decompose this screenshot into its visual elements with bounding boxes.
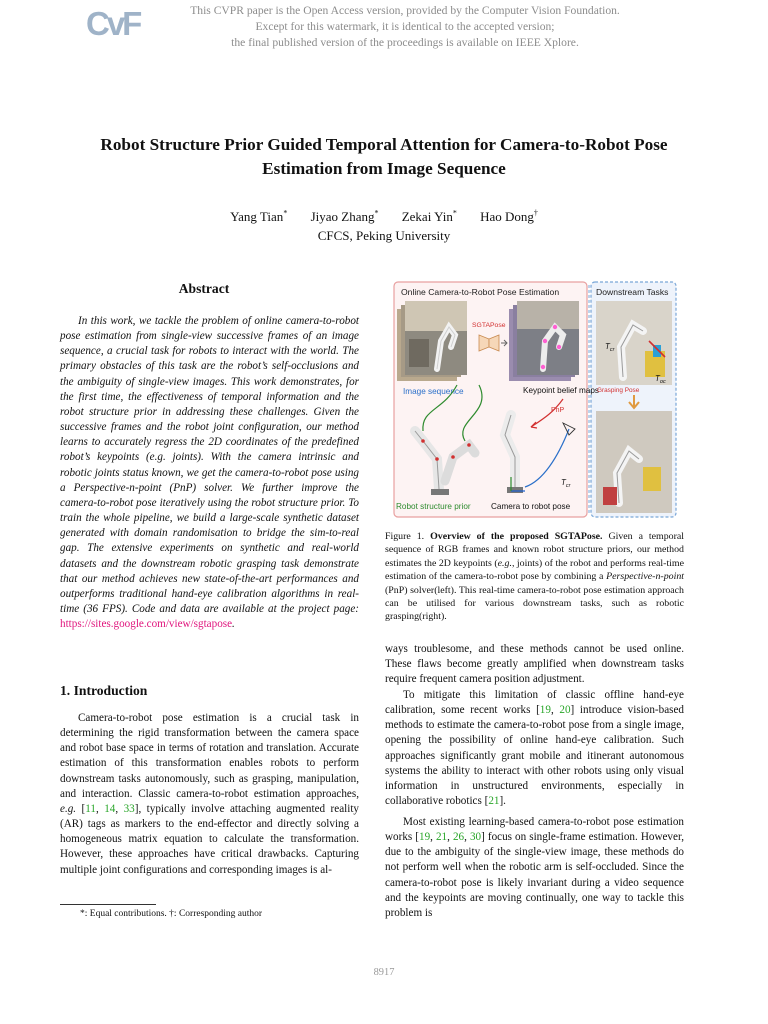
robot-prior-label: Robot structure prior xyxy=(396,502,471,511)
section-heading-introduction: 1. Introduction xyxy=(60,683,148,698)
abstract-body: In this work, we tackle the problem of online camera-to-robot pose estimation from single-view successive frames of an image sequence, a crucial task for robots to interact with the world. The primary obstacles of this task are the robot’s self-occlusions and the ambiguity of single-view images. This work demonstrates, for the first time, the effectiveness of temporal information and the robot structure prior in addressing these challenges. Given the successive frames and the robot joint configuration, our method learns to accurately regress the 2D coordinates of the predefined robot’s keypoints (e.g. joints). With the camera intrinsic and robotic joints status known, we get the camera-to-robot pose using a Perspective-n-point (PnP) solver. We further improve the camera-to-robot pose iteratively using the robot structure prior. To train the whole pipeline, we build a large-scale synthetic dataset generated with domain randomisation to bridge the sim-to-real gap. The extensive experiments on synthetic and real-world datasets and the downstream robotic grasping task demonstrate that our method achieves new state-of-the-art performances and outperforms traditional hand-eye calibration algorithms in real-time (36 FPS). Code and data are available at the project page: https://sites.google.com/view/sgtapose. xyxy=(60,315,359,631)
cvf-logo xyxy=(86,6,142,40)
watermark-line-3: the final published version of the proceedings is available on IEEE Xplore. xyxy=(231,36,579,49)
author: Jiyao Zhang* xyxy=(310,209,379,225)
right-paragraph-1: ways troublesome, and these methods cannot be used online. These flaws become greatly amplified when downstream tasks require frequent camera position adjustment. xyxy=(385,643,684,686)
author: Yang Tian* xyxy=(230,209,288,225)
citation-link[interactable]: 19 xyxy=(539,704,551,717)
citation-link[interactable]: 20 xyxy=(559,704,571,717)
citation-link[interactable]: 14 xyxy=(104,802,116,815)
pnp-label: PnP xyxy=(551,407,565,414)
camera-pose-label: Camera to robot pose xyxy=(491,502,571,511)
paper-title xyxy=(40,133,728,181)
keypoint-maps-label: Keypoint belief maps xyxy=(523,386,600,395)
image-sequence-photos xyxy=(397,301,467,381)
author: Zekai Yin* xyxy=(401,209,457,225)
citation-link[interactable]: 33 xyxy=(123,802,135,815)
page-number: 8917 xyxy=(373,967,395,978)
left-panel-title: Online Camera-to-Robot Pose Estimation xyxy=(401,287,560,297)
figure-1-caption: Figure 1. Overview of the proposed SGTAPose. Given a temporal sequence of RGB frames and known robot structure priors, our method estimates the 2D keypoints (e.g., joints) of the robot and performs real-time estimation of the camera-to-robot pose by combining a Perspective-n-point (PnP) solver(left). This real-time camera-to-robot pose estimation approach can be utilised for various downstream tasks, such as robotic grasping(right). xyxy=(385,531,685,623)
grasping-pose-label: Grasping Pose xyxy=(597,387,640,394)
citation-link[interactable]: 21 xyxy=(488,795,500,808)
affiliation: CFCS, Peking University xyxy=(317,228,451,243)
footnote-rule xyxy=(60,904,156,905)
abstract-heading: Abstract xyxy=(178,281,230,296)
toc-label: $T_{oc}$ xyxy=(655,374,666,385)
footnote: *: Equal contributions. †: Corresponding author xyxy=(80,909,263,919)
image-sequence-label: Image sequence xyxy=(403,387,464,396)
author-list xyxy=(40,206,728,225)
citation-link[interactable]: 11 xyxy=(85,802,96,815)
tcr-label-right: $T_{cr}$ xyxy=(605,342,615,353)
keypoint-belief-map-photos xyxy=(509,301,579,381)
cvf-logo-text: CvF xyxy=(86,6,140,40)
watermark-line-1: This CVPR paper is the Open Access version, provided by the Computer Vision Foundation. xyxy=(190,4,620,17)
intro-paragraph: Camera-to-robot pose estimation is a crucial task in determining the rigid transformation between the camera space and robot base space in terms of rotation and translation. Accurate estimation of this transformation enables robots to perform downstream tasks autonomously, such as grasping, manipulation, and interaction. Classic camera-to-robot estimation approaches, e.g. [11, 14, 33], typically involve attaching augmented reality (AR) tags as markers to the end-effector and directly solving a homogeneous matrix equation to calculate the transformation. However, these approaches have critical drawbacks. Capturing multiple joint configurations and corresponding images is al- xyxy=(60,712,359,876)
watermark xyxy=(170,3,640,51)
watermark-line-2: Except for this watermark, it is identical to the accepted version; xyxy=(255,20,555,33)
citation-link[interactable]: 30 xyxy=(469,831,482,844)
figure-1 xyxy=(393,281,677,518)
grasping-photo-bottom xyxy=(596,411,672,513)
title-line-2: Estimation from Image Sequence xyxy=(262,159,506,178)
right-paragraph-3: Most existing learning-based camera-to-robot pose estimation works [19, 21, 26, 30] focus on single-frame estimation. However, due to the ambiguity of the single-view image, these methods do not perform well when the robotic arm is self-occluded. Since the camera-to-robot pose is likely invariant during a video sequence and the keypoints are moving continually, one way to tackle this problem is xyxy=(385,816,684,919)
title-line-1: Robot Structure Prior Guided Temporal Attention for Camera-to-Robot Pose xyxy=(100,135,668,154)
right-panel-title: Downstream Tasks xyxy=(596,287,669,297)
citation-link[interactable]: 21 xyxy=(435,831,448,844)
tcr-label-left: $T_{cr}$ xyxy=(561,478,571,489)
right-paragraph-2: To mitigate this limitation of classic offline hand-eye calibration, some recent works [19, 20] introduce vision-based methods to estimate the camera-to-robot pose from a single image, opening the possibility of online hand-eye calibration. Such approaches significantly grant mobile and itinerant autonomous systems the ability to interact with other robots using only visual information in unstructured environments, especially in collaborative robotics [21]. xyxy=(385,689,684,808)
project-page-link[interactable]: https://sites.google.com/view/sgtapose xyxy=(60,618,233,631)
citation-link[interactable]: 19 xyxy=(419,831,431,844)
author: Hao Dong† xyxy=(480,209,538,225)
citation-link[interactable]: 26 xyxy=(452,831,465,844)
sgtapose-label: SGTAPose xyxy=(472,322,506,329)
